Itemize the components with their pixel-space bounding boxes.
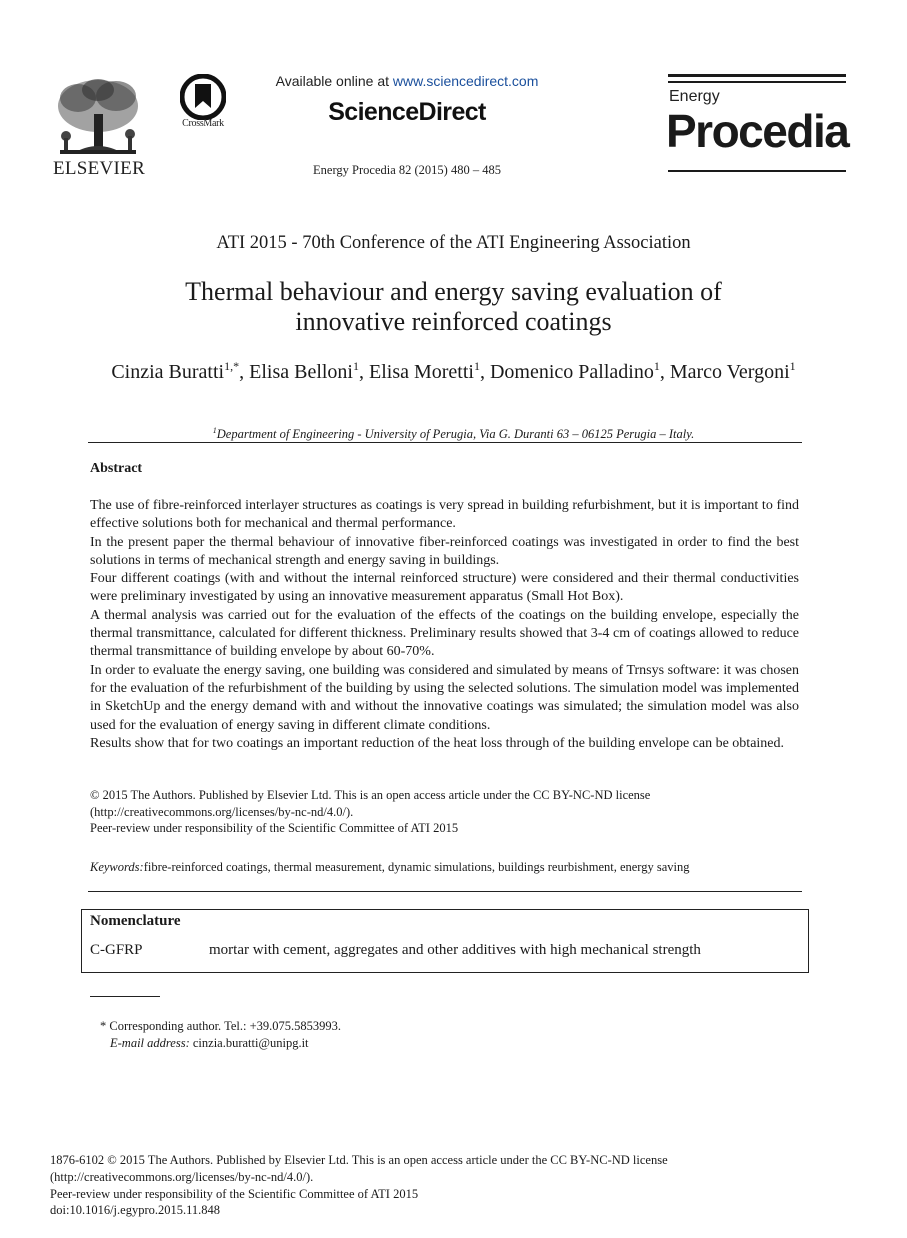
author-separator: , xyxy=(239,361,250,383)
email-line xyxy=(110,1036,309,1051)
nomenclature-box xyxy=(81,909,809,973)
procedia-rule-second xyxy=(668,81,846,83)
crossmark-icon[interactable] xyxy=(180,74,226,120)
affiliation-text: Department of Engineering - University of Perugia, Via G. Duranti 63 – 06125 Perugia – Italy. xyxy=(216,427,695,441)
sciencedirect-link[interactable]: www.sciencedirect.com xyxy=(392,73,539,89)
nomenclature-term: C-GFRP xyxy=(90,942,143,958)
footnote-rule xyxy=(90,996,160,997)
author-separator: , xyxy=(659,361,670,383)
available-online-text: Available online at xyxy=(275,73,393,89)
license-block xyxy=(90,787,799,837)
journal-citation: Energy Procedia 82 (2015) 480 – 485 xyxy=(313,163,501,177)
email-address[interactable]: cinzia.buratti@unipg.it xyxy=(192,1036,309,1050)
author-name: Cinzia Buratti xyxy=(111,361,225,383)
procedia-logo-energy: Energy xyxy=(669,88,720,105)
keywords-label: Keywords: xyxy=(90,860,144,874)
author-affiliation-mark: 1 xyxy=(353,359,359,373)
elsevier-wordmark: ELSEVIER xyxy=(52,158,146,179)
nomenclature-heading: Nomenclature xyxy=(90,913,181,929)
corresponding-author: * Corresponding author. Tel.: +39.075.5853993. xyxy=(100,1019,341,1033)
divider xyxy=(88,442,802,443)
paper-title-line1: Thermal behaviour and energy saving evaluation of xyxy=(185,277,722,306)
abstract-body xyxy=(90,497,799,753)
divider xyxy=(88,891,802,892)
author-name: Marco Vergoni xyxy=(669,361,790,383)
author-affiliation-mark: 1 xyxy=(789,359,796,373)
author-name: Domenico Palladino xyxy=(489,361,654,383)
author-affiliation-mark: 1 xyxy=(653,359,660,373)
abstract-paragraph: Results show that for two coatings an important reduction of the heat loss through of the building envelope can be obtained. xyxy=(90,735,785,751)
author-separator: , xyxy=(359,361,369,383)
abstract-paragraph: The use of fibre-reinforced interlayer structures as coatings is very spread in building refurbishment, but it is important to find effective solutions both for mechanical and thermal performance. xyxy=(90,498,799,532)
nomenclature-definition: mortar with cement, aggregates and other additives with high mechanical strength xyxy=(209,942,701,958)
keywords-line xyxy=(90,860,799,875)
author-affiliation-mark: 1 xyxy=(473,359,480,373)
author-name: Elisa Moretti xyxy=(369,361,474,383)
license-link[interactable]: (http://creativecommons.org/licenses/by-nc-nd/4.0/). xyxy=(90,804,354,819)
procedia-rule-bottom xyxy=(668,170,846,172)
email-label: E-mail address: xyxy=(110,1036,190,1050)
affiliation xyxy=(60,427,847,442)
author-affiliation-mark: 1,* xyxy=(224,359,240,373)
doi-line[interactable]: doi:10.1016/j.egypro.2015.11.848 xyxy=(50,1203,221,1218)
license-line: © 2015 The Authors. Published by Elsevier Ltd. This is an open access article under the CC BY-NC-ND license xyxy=(90,788,651,802)
author-separator: , xyxy=(479,361,490,383)
issn-copyright-line: 1876-6102 © 2015 The Authors. Published by Elsevier Ltd. This is an open access article under the CC BY-NC-ND license xyxy=(50,1153,668,1167)
abstract-heading: Abstract xyxy=(90,461,143,476)
sciencedirect-logo: ScienceDirect xyxy=(328,98,486,126)
paper-title xyxy=(60,277,847,337)
peer-review-line: Peer-review under responsibility of the Scientific Committee of ATI 2015 xyxy=(90,821,459,835)
peer-review-line: Peer-review under responsibility of the Scientific Committee of ATI 2015 xyxy=(50,1186,419,1201)
crossmark-label: CrossMark xyxy=(182,118,224,129)
author-name: Elisa Belloni xyxy=(249,361,353,383)
abstract-paragraph: In order to evaluate the energy saving, one building was considered and simulated by means of Trnsys software: it was chosen for the evaluation of the refurbishment of the building by using the selected solutions. The simulation model was implemented in SketchUp and the energy demand with and without the innovative coatings was simulated; the simulation model was also used for the evaluation of energy saving in different climate conditions. xyxy=(90,662,799,733)
license-link[interactable]: (http://creativecommons.org/licenses/by-nc-nd/4.0/). xyxy=(50,1169,314,1184)
author-list xyxy=(100,360,807,385)
abstract-paragraph: Four different coatings (with and without the internal reinforced structure) were considered and their thermal conductivities were preliminary investigated by using an innovative measurement apparatus (Small Hot Box). xyxy=(90,571,799,605)
abstract-paragraph: In the present paper the thermal behaviour of innovative fiber-reinforced coatings was investigated in order to find the best solutions in terms of mechanical strength and energy saving in buildings. xyxy=(90,534,799,568)
procedia-rule-top xyxy=(668,74,846,77)
keywords-text: fibre-reinforced coatings, thermal measurement, dynamic simulations, buildings reurbishment, energy saving xyxy=(143,860,690,874)
abstract-paragraph: A thermal analysis was carried out for the evaluation of the effects of the coatings on the building envelope, especially the thermal transmittance, calculated for different thickness. Preliminary results showed that 3-4 cm of coatings allowed to reduce thermal transmittance of building envelope by about 60-70%. xyxy=(90,607,799,660)
elsevier-tree-logo xyxy=(52,76,144,158)
available-online-line xyxy=(262,73,552,89)
copyright-block xyxy=(50,1152,870,1219)
paper-title-line2: innovative reinforced coatings xyxy=(295,307,612,336)
conference-name: ATI 2015 - 70th Conference of the ATI Engineering Association xyxy=(216,233,691,253)
affiliation-mark: 1 xyxy=(212,426,217,435)
procedia-logo-name: Procedia xyxy=(666,105,849,157)
